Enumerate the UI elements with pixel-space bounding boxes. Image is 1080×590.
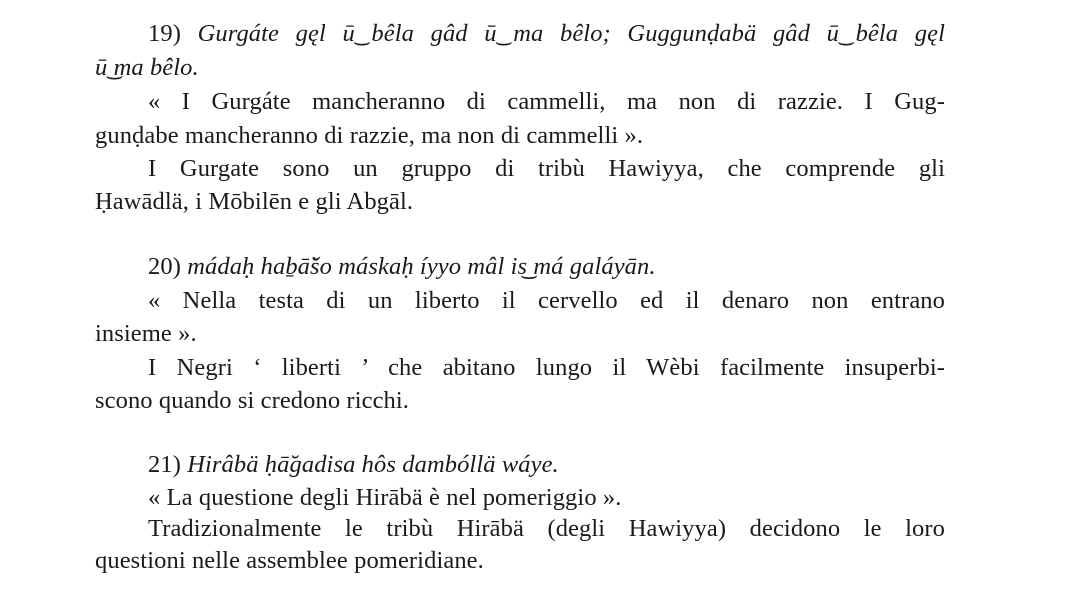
comment-19-line-2: Ḥawādlä, i Mōbilēn e gli Abgāl. [95,188,414,215]
comment-20-line-2: scono quando si credono ricchi. [95,387,410,414]
proverb-19-text: Gurgáte gęl ū͜ bêla gâd ū͜ ma bêlo; Guggunḍabä gâd ū͜ bêla gęl [197,20,945,47]
comment-21-line-1: Tradizionalmente le tribù Hirābä (degli Hawiyya) decidono le loro [148,515,945,542]
translation-20-line-1: « Nella testa di un liberto il cervello ed il denaro non entrano [148,287,945,314]
comment-20-line-1: I Negri ‘ liberti ’ che abitano lungo il Wèbi facilmente insuperbi- [148,354,945,381]
entry-20-number: 20) [148,253,181,280]
proverb-21-text: Hirâbä ḥā̆gadisa hôs dambóllä wáye. [187,451,559,478]
proverb-20-line-1 [148,251,945,283]
comment-19-line-1: I Gurgate sono un gruppo di tribù Hawiyya, che comprende gli [148,155,945,182]
entry-21-number: 21) [148,451,181,478]
entry-19-number: 19) [148,20,181,47]
proverb-21-line-1 [148,449,945,481]
proverb-20-text: mádaḥ haḇā̆šo máskaḥ íyyo mâl is͜ má galáyān. [187,253,656,280]
proverb-19-line-2: ū͜ ma bêlo. [95,54,199,81]
proverb-19-line-1 [148,18,945,50]
comment-21-line-2: questioni nelle assemblee pomeridiane. [95,547,484,574]
translation-19-line-1: « I Gurgáte mancheranno di cammelli, ma non di razzie. I Gug- [148,88,945,115]
translation-19-line-2: gunḍabe mancheranno di razzie, ma non di cammelli ». [95,122,644,149]
translation-21-line-1: « La questione degli Hirābä è nel pomeriggio ». [148,484,622,511]
translation-20-line-2: insieme ». [95,320,197,347]
